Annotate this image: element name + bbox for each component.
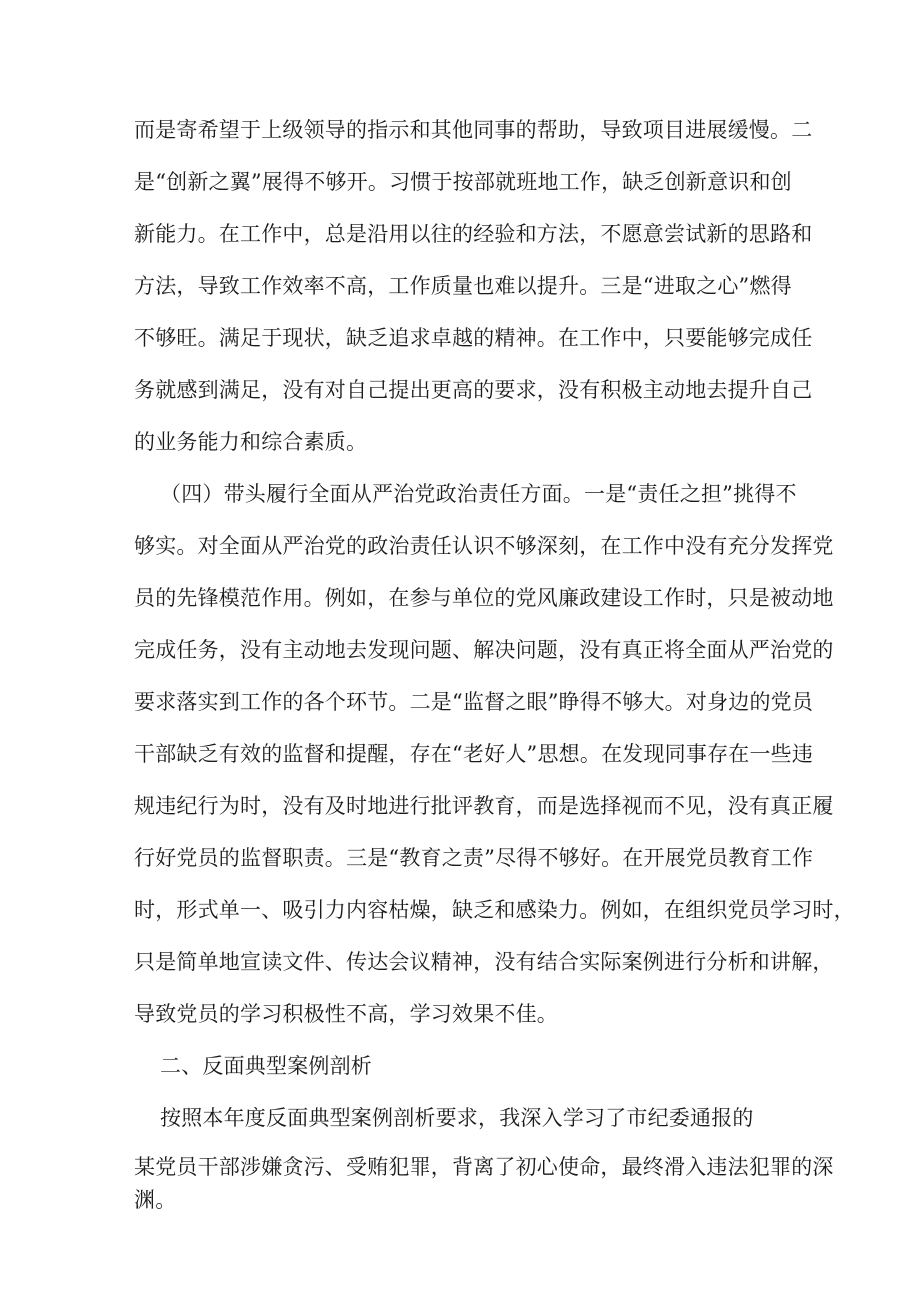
body-text-line: 干部缺乏有效的监督和提醒，存在“老好人”思想。在发现同事存在一些违 (134, 742, 814, 766)
body-text-line: （四）带头履行全面从严治党政治责任方面。一是“责任之担”挑得不 (160, 482, 797, 506)
body-text-line: 渊。 (134, 1188, 177, 1212)
body-text-line: 不够旺。满足于现状，缺乏追求卓越的精神。在工作中，只要能够完成任 (134, 326, 813, 350)
body-text-line: 的业务能力和综合素质。 (134, 430, 368, 454)
body-text-line: 某党员干部涉嫌贪污、受贿犯罪，背离了初心使命，最终滑入违法犯罪的深 (134, 1155, 834, 1179)
body-text-line: 完成任务，没有主动地去发现问题、解决问题，没有真正将全面从严治党的 (134, 638, 834, 662)
body-text-line: 规违纪行为时，没有及时地进行批评教育，而是选择视而不见，没有真正履 (134, 794, 834, 818)
body-text-line: 行好党员的监督职责。三是“教育之责”尽得不够好。在开展党员教育工作 (134, 846, 814, 870)
body-text-line: 时，形式单一、吸引力内容枯燥，缺乏和感染力。例如，在组织党员学习时， (134, 898, 855, 922)
body-text-line: 员的先锋模范作用。例如，在参与单位的党风廉政建设工作时，只是被动地 (134, 586, 834, 610)
body-text-line: 新能力。在工作中，总是沿用以往的经验和方法，不愿意尝试新的思路和 (134, 222, 813, 246)
body-text-line: 要求落实到工作的各个环节。二是“监督之眼”睁得不够大。对身边的党员 (134, 690, 814, 714)
body-text-line: 够实。对全面从严治党的政治责任认识不够深刻，在工作中没有充分发挥党 (134, 534, 834, 558)
body-text-line: 方法，导致工作效率不高，工作质量也难以提升。三是“进取之心”燃得 (134, 274, 792, 298)
body-text-line: 务就感到满足，没有对自己提出更高的要求，没有积极主动地去提升自己 (134, 378, 813, 402)
body-text-line: 只是简单地宣读文件、传达会议精神，没有结合实际案例进行分析和讲解， (134, 950, 834, 974)
section-heading: 二、反面典型案例剖析 (160, 1054, 372, 1078)
body-text-line: 按照本年度反面典型案例剖析要求，我深入学习了市纪委通报的 (160, 1106, 754, 1130)
body-text-line: 导致党员的学习积极性不高，学习效果不佳。 (134, 1002, 558, 1026)
body-text-line: 是“创新之翼”展得不够开。习惯于按部就班地工作，缺乏创新意识和创 (134, 170, 792, 194)
body-text-line: 而是寄希望于上级领导的指示和其他同事的帮助，导致项目进展缓慢。二 (134, 118, 813, 142)
